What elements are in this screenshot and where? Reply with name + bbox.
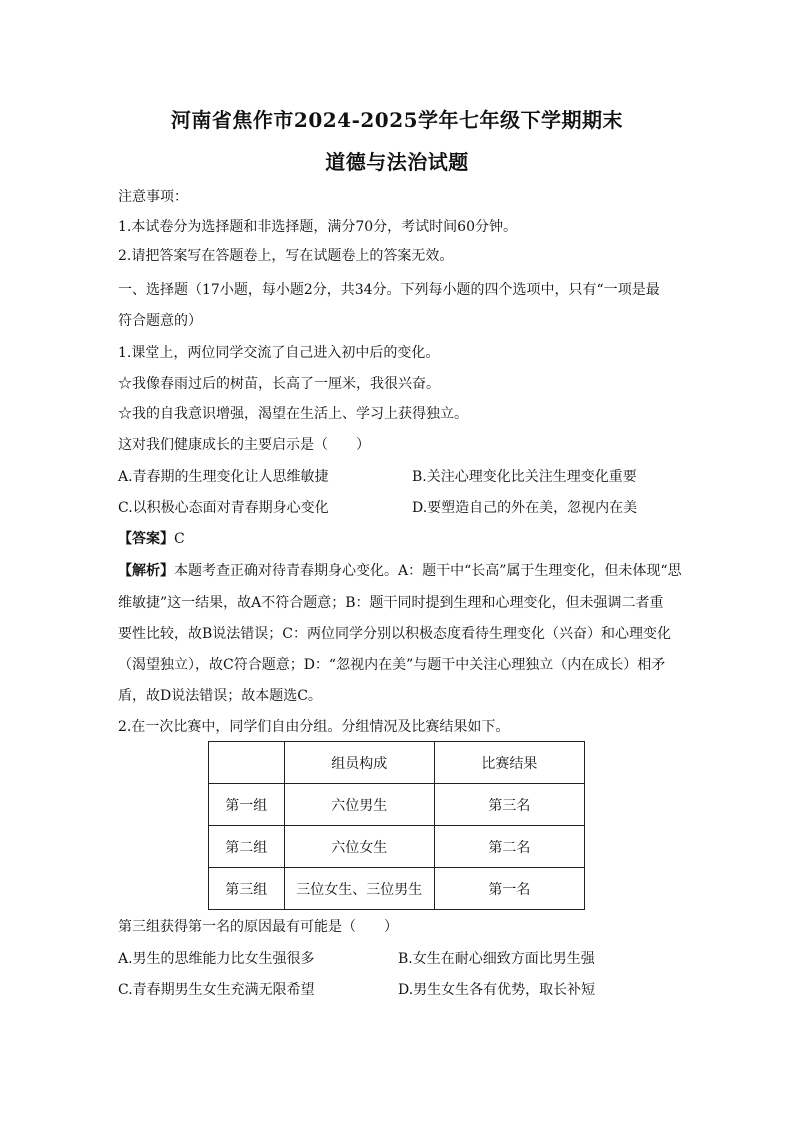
q2-stem: 2.在一次比赛中，同学们自由分组。分组情况及比赛结果如下。: [118, 719, 510, 735]
analysis-text: 本题考查正确对待青春期身心变化。A：题干中“长高”属于生理变化，但未体现“思: [174, 563, 682, 579]
q1-option-b: B.关注心理变化比关注生理变化重要: [412, 469, 637, 485]
section-heading-line-2: 符合题意的）: [118, 313, 202, 329]
section-heading-line-1: 一、选择题（17小题，每小题2分，共34分。下列每小题的四个选项中，只有“一项是最: [118, 282, 660, 298]
table-row: [209, 826, 585, 868]
table-cell: 三位女生、三位男生: [284, 868, 434, 910]
q2-option-b: B.女生在耐心细致方面比男生强: [398, 951, 595, 967]
table-header-cell: 组员构成: [284, 742, 434, 784]
q1-analysis-line-4: （渴望独立），故C符合题意；D：“忽视内在美”与题干中关注心理独立（内在成长）相矛: [118, 657, 666, 673]
q1-option-a: A.青春期的生理变化让人思维敏捷: [118, 469, 329, 485]
q1-bullet-1: ☆我像春雨过后的树苗，长高了一厘米，我很兴奋。: [118, 376, 440, 392]
table-header-cell: 比赛结果: [434, 742, 584, 784]
q2-option-a: A.男生的思维能力比女生强很多: [118, 951, 315, 967]
q2-option-c: C.青春期男生女生充满无限希望: [118, 982, 315, 998]
table-cell: 第二组: [209, 826, 285, 868]
notice-item-2: 2.请把答案写在答题卷上，写在试题卷上的答案无效。: [118, 248, 454, 264]
q1-option-c: C.以积极心态面对青春期身心变化: [118, 500, 329, 516]
q1-option-d: D.要塑造自己的外在美，忽视内在美: [412, 500, 638, 516]
table-cell: 第一名: [434, 868, 584, 910]
q1-prompt: 这对我们健康成长的主要启示是（ ）: [118, 437, 370, 453]
answer-label: 【答案】: [118, 531, 174, 547]
q1-analysis-line-2: 维敏捷”这一结果，故A不符合题意；B：题干同时提到生理和心理变化，但未强调二者重: [118, 595, 664, 611]
table-header-row: [209, 742, 585, 784]
notice-item-1: 1.本试卷分为选择题和非选择题，满分70分，考试时间60分钟。: [118, 219, 517, 235]
q1-stem: 1.课堂上，两位同学交流了自己进入初中后的变化。: [118, 345, 440, 361]
exam-title: 河南省焦作市2024-2025学年七年级下学期期末: [170, 108, 624, 132]
q1-bullet-2: ☆我的自我意识增强，渴望在生活上、学习上获得独立。: [118, 406, 468, 422]
table-cell: 六位男生: [284, 784, 434, 826]
table-row: [209, 868, 585, 910]
group-results-table: [208, 741, 585, 910]
table-cell: 第三名: [434, 784, 584, 826]
table-cell: 第三组: [209, 868, 285, 910]
table-header-cell: [209, 742, 285, 784]
q1-analysis-line-3: 要性比较，故B说法错误；C：两位同学分别以积极态度看待生理变化（兴奋）和心理变化: [118, 626, 671, 642]
q2-prompt: 第三组获得第一名的原因最有可能是（ ）: [118, 919, 398, 935]
exam-subtitle: 道德与法治试题: [325, 150, 469, 174]
table-cell: 第一组: [209, 784, 285, 826]
table-cell: 六位女生: [284, 826, 434, 868]
analysis-label: 【解析】: [118, 563, 174, 579]
q1-analysis-line-5: 盾，故D说法错误；故本题选C。: [118, 688, 322, 704]
table-cell: 第二名: [434, 826, 584, 868]
answer-value: C: [174, 531, 185, 547]
q1-answer: [118, 529, 688, 549]
table-row: [209, 784, 585, 826]
notice-heading: 注意事项：: [118, 189, 188, 205]
q1-analysis-line-1: [118, 561, 688, 581]
q2-option-d: D.男生女生各有优势，取长补短: [398, 982, 596, 998]
